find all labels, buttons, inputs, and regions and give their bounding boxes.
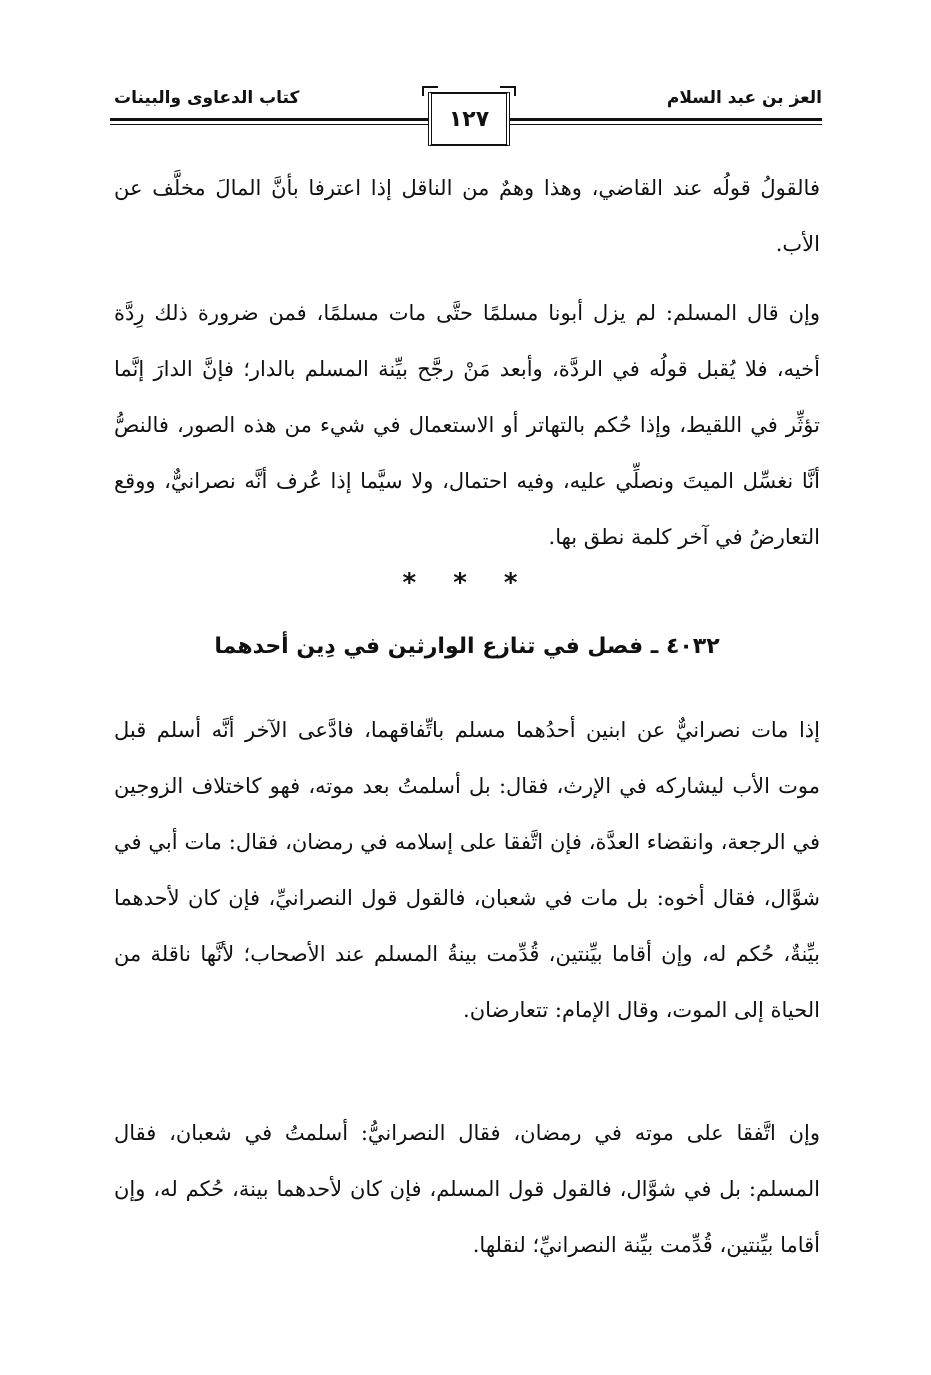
paragraph-4: وإن اتَّفقا على موته في رمضان، فقال النصرانيُّ: أسلمتُ في شعبان، فقال المسلم: بل في شوَّال، فالقول قول المسلم، فإن كان لأحدهما بينة، حُكم له، وإن أقاما بيِّنتين، قُدِّمت بيِّنة النصرانيِّ؛ لنقلها. — [114, 1121, 820, 1257]
header-author-title: العز بن عبد السلام — [666, 88, 822, 108]
page-number: ١٢٧ — [448, 106, 490, 132]
page-header — [110, 78, 822, 150]
page-number-frame — [428, 92, 510, 146]
paragraph-2: وإن قال المسلم: لم يزل أبونا مسلمًا حتَّى مات مسلمًا، فمن ضرورة ذلك رِدَّة أخيه، فلا يُقبل قولُه في الردَّة، وأبعد مَنْ رجَّح بيِّنة المسلم بالدار؛ فإنَّ الدارَ إنَّما تؤثِّر في اللقيط، وإذا حُكم بالتهاتر أو الاستعمال في شيء من هذه الصور، فالنصُّ أنَّا نغسِّل الميتَ ونصلِّي عليه، وفيه احتمال، ولا سيَّما إذا عُرف أنَّه نصرانيٌّ، ووقع التعارضُ في آخر كلمة نطق بها. — [114, 301, 820, 549]
header-book-title: كتاب الدعاوى والبينات — [114, 88, 300, 108]
paragraph-3: إذا مات نصرانيٌّ عن ابنين أحدُهما مسلم باتِّفاقهما، فادَّعى الآخر أنَّه أسلم قبل موت الأب ليشاركه في الإرث، فقال: بل أسلمتُ بعد موته، فهو كاختلاف الزوجين في الرجعة، وانقضاء العدَّة، فإن اتَّفقا على إسلامه في رمضان، فقال: مات أبي في شوَّال، فقال أخوه: بل مات في شعبان، فالقول قول النصرانيِّ، فإن كان لأحدهما بيِّنةٌ، حُكم له، وإن أقاما بيِّنتين، قُدِّمت بينةُ المسلم عند الأصحاب؛ لأنَّها ناقلة من الحياة إلى الموت، وقال الإمام: تتعارضان. — [114, 718, 820, 1022]
paragraph-1: فالقولُ قولُه عند القاضي، وهذا وهمٌ من الناقل إذا اعترفا بأنَّ المالَ مخلَّف عن الأب. — [114, 176, 820, 256]
section-heading: ٤٠٣٢ ـ فصل في تنازع الوارثين في دِين أحدهما — [214, 634, 720, 659]
section-separator: * * * — [402, 568, 532, 598]
